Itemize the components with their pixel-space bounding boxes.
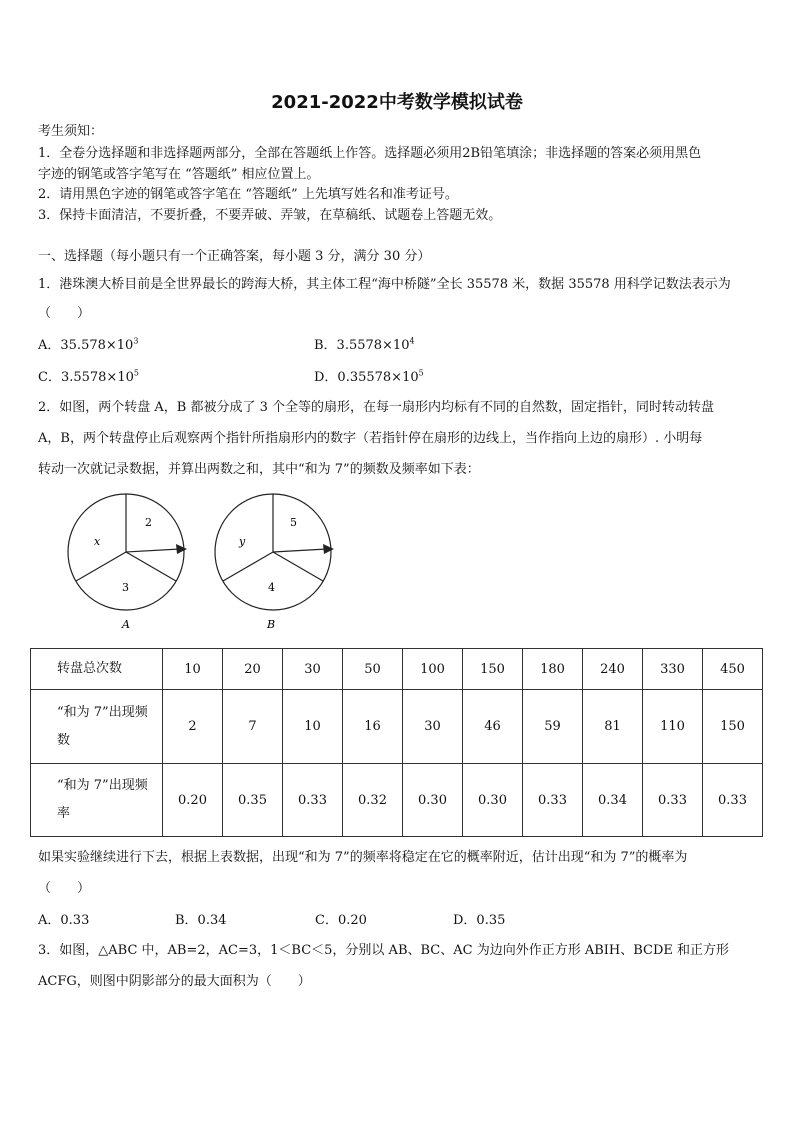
spinner-a-caption: A	[122, 618, 130, 631]
row-label-counts: “和为 7”出现频 数	[31, 690, 163, 764]
table-cell: 0.35	[223, 764, 283, 837]
q1-option-d: D．$0.35578\times 10^5$	[314, 368, 424, 385]
table-cell: 0.33	[283, 764, 343, 837]
table-cell: 0.33	[703, 764, 763, 837]
table-cell: 50	[343, 649, 403, 690]
q1-option-a: A．$35.578\times 10^3$	[38, 336, 139, 353]
table-cell: 10	[163, 649, 223, 690]
spinner-b-sector-2: 5	[290, 516, 297, 529]
spinner-b-caption: B	[267, 618, 276, 631]
table-cell: 46	[463, 690, 523, 764]
pointer-arrow-icon	[176, 544, 187, 554]
table-cell: 0.32	[343, 764, 403, 837]
table-cell: 30	[403, 690, 463, 764]
section-heading: 一、选择题（每小题只有一个正确答案，每小题 3 分，满分 30 分）	[38, 249, 431, 264]
table-cell: 0.20	[163, 764, 223, 837]
table-cell: 0.33	[523, 764, 583, 837]
spinner-a-sector-1: x	[94, 535, 101, 548]
q1-option-c: C．$3.5578\times 10^5$	[38, 368, 139, 385]
table-cell: 330	[643, 649, 703, 690]
spinner-b-sector-3: 4	[268, 581, 275, 594]
spinner-a	[68, 494, 187, 631]
row-label-rates: “和为 7”出现频 率	[31, 764, 163, 837]
table-cell: 0.34	[583, 764, 643, 837]
spinner-b	[215, 494, 334, 631]
q2-stem-3: 转动一次就记录数据，并算出两数之和，其中“和为 7”的频数及频率如下表：	[38, 462, 480, 477]
table-cell: 180	[523, 649, 583, 690]
q2-after-text: 如果实验继续进行下去，根据上表数据，出现“和为 7”的频率将稳定在它的概率附近，估计出现“和为 7”的概率为	[38, 850, 688, 865]
spinner-a-sector-3: 3	[122, 581, 129, 594]
table-cell: 7	[223, 690, 283, 764]
table-cell: 0.30	[403, 764, 463, 837]
q2-stem-1: 2．如图，两个转盘 A，B 都被分成了 3 个全等的扇形，在每一扇形内均标有不同的自然数，固定指针，同时转动转盘	[38, 400, 715, 415]
table-cell: 0.33	[643, 764, 703, 837]
spinner-figure	[60, 493, 350, 635]
notice-item-2: 2．请用黑色字迹的钢笔或答字笔在 “答题纸” 上先填写姓名和准考证号。	[38, 187, 458, 202]
q2-blank: （ ）	[38, 881, 91, 896]
notice-item-3: 3．保持卡面清洁，不要折叠，不要弄破、弄皱，在草稿纸、试题卷上答题无效。	[38, 208, 502, 223]
q2-option-b: B．0.34	[175, 913, 227, 928]
table-cell: 20	[223, 649, 283, 690]
q3-stem-1: 3．如图，△ABC 中，AB=2，AC=3，1＜BC＜5，分别以 AB、BC、AC 为边向外作正方形 ABIH、BCDE 和正方形	[38, 943, 730, 958]
table-cell: 240	[583, 649, 643, 690]
table-row	[31, 764, 763, 837]
table-cell: 100	[403, 649, 463, 690]
notice-item-1b: 字迹的钢笔或答字笔写在 “答题纸” 相应位置上。	[38, 167, 320, 182]
spinner-a-sector-2: 2	[145, 516, 152, 529]
table-cell: 0.30	[463, 764, 523, 837]
spinner-b-sector-1: y	[239, 535, 246, 548]
q1-blank: （ ）	[38, 306, 91, 321]
table-cell: 150	[463, 649, 523, 690]
q2-stem-2: A，B，两个转盘停止后观察两个指针所指扇形内的数字（若指针停在扇形的边线上，当作指向上边的扇形）. 小明每	[38, 431, 703, 446]
table-row	[31, 649, 763, 690]
notice-heading: 考生须知：	[38, 124, 104, 139]
page-title: 2021-2022中考数学模拟试卷	[271, 92, 523, 113]
notice-item-1a: 1．全卷分选择题和非选择题两部分，全部在答题纸上作答。选择题必须用2B铅笔填涂；非选择题的答案必须用黑色	[38, 146, 702, 161]
table-cell: 30	[283, 649, 343, 690]
q3-stem-2: ACFG，则图中阴影部分的最大面积为（ ）	[38, 974, 311, 989]
q1-stem: 1．港珠澳大桥目前是全世界最长的跨海大桥，其主体工程“海中桥隧”全长 35578 米，数据 35578 用科学记数法表示为	[38, 277, 731, 292]
table-cell: 450	[703, 649, 763, 690]
q2-option-d: D．0.35	[453, 913, 506, 928]
table-cell: 110	[643, 690, 703, 764]
table-cell: 150	[703, 690, 763, 764]
table-cell: 2	[163, 690, 223, 764]
table-cell: 10	[283, 690, 343, 764]
row-label-totals: 转盘总次数	[31, 649, 163, 690]
table-row	[31, 690, 763, 764]
table-cell: 81	[583, 690, 643, 764]
frequency-table	[30, 648, 763, 837]
table-cell: 59	[523, 690, 583, 764]
table-cell: 16	[343, 690, 403, 764]
q2-option-a: A．0.33	[38, 913, 90, 928]
q1-option-b: B．$3.5578\times 10^4$	[314, 336, 415, 353]
pointer-arrow-icon	[323, 544, 334, 554]
q2-option-c: C．0.20	[315, 913, 367, 928]
